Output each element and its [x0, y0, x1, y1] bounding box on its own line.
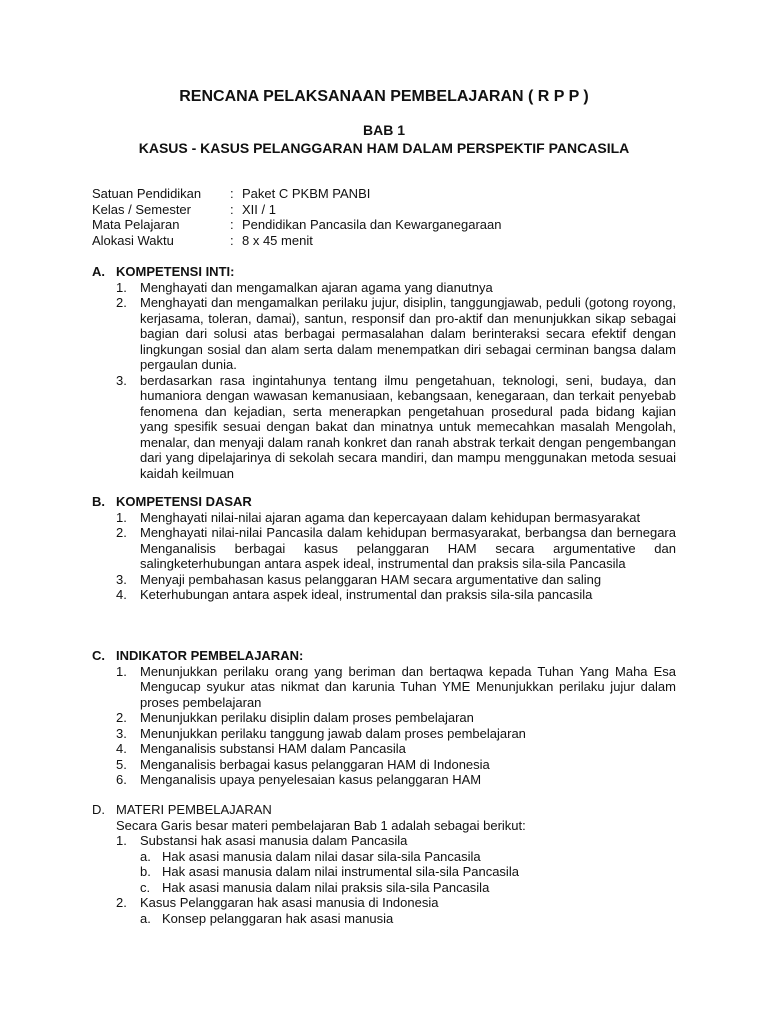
- item-number: 2.: [116, 525, 127, 540]
- sub-item: [92, 864, 676, 880]
- item-text: Menghayati dan mengamalkan perilaku jujur, disiplin, tanggungjawab, peduli (gotong royong, kerjasama, toleran, damai), santun, responsif dan pro-aktif dan menunjukkan sikap sebagai bagian dari solusi atas berbagai permasalahan dalam berinteraksi secara efektif dengan lingkungan sosial dan alam serta dalam menempatkan diri sebagai cerminan bangsa dalam pergaulan dunia.: [140, 295, 676, 372]
- sub-item: [92, 911, 676, 927]
- list-item: [92, 772, 676, 788]
- section-letter: A.: [92, 264, 105, 279]
- item-text: Kasus Pelanggaran hak asasi manusia di Indonesia: [140, 895, 439, 910]
- item-number: 4.: [116, 587, 127, 602]
- identity-separator: :: [230, 232, 234, 248]
- sub-item-letter: a.: [140, 848, 151, 864]
- section-heading-text: KOMPETENSI INTI:: [116, 264, 235, 279]
- list-item: [92, 572, 676, 588]
- item-text: Menunjukkan perilaku tanggung jawab dalam proses pembelajaran: [140, 725, 526, 741]
- section-indikator: [92, 648, 676, 788]
- item-number: 3.: [116, 725, 127, 741]
- item-text: Menghayati nilai-nilai Pancasila dalam kehidupan bermasyarakat, berbangsa dan bernegara Menganalisis berbagai kasus pelanggaran HAM secara argumentative dan salingketerhubungan antara aspek ideal, instrumental dan praksis sila-sila Pancasila: [140, 525, 676, 571]
- list-item: [92, 510, 676, 526]
- identity-label: Alokasi Waktu: [92, 232, 174, 248]
- sub-item: [92, 849, 676, 865]
- identity-label: Satuan Pendidikan: [92, 186, 202, 201]
- section-intro: Secara Garis besar materi pembelajaran Bab 1 adalah sebagai berikut:: [116, 817, 526, 833]
- item-number: 2.: [116, 295, 127, 310]
- identity-value: 8 x 45 menit: [242, 232, 313, 248]
- item-number: 1.: [116, 833, 127, 848]
- item-text: Menunjukkan perilaku disiplin dalam proses pembelajaran: [140, 710, 474, 725]
- section-letter: B.: [92, 494, 105, 509]
- sub-item: [92, 880, 676, 896]
- list-item: [92, 895, 676, 911]
- item-number: 6.: [116, 772, 127, 787]
- item-number: 2.: [116, 710, 127, 725]
- sub-item-text: Hak asasi manusia dalam nilai instrumental sila-sila Pancasila: [162, 864, 519, 879]
- sub-item-letter: b.: [140, 864, 151, 879]
- list-item: [92, 295, 676, 373]
- section-heading: [92, 264, 676, 280]
- list-item: [92, 280, 676, 296]
- identity-row: [92, 186, 501, 202]
- chapter-title: KASUS - KASUS PELANGGARAN HAM DALAM PERSPEKTIF PANCASILA: [138, 140, 630, 156]
- item-text: Menghayati dan mengamalkan ajaran agama yang dianutnya: [140, 279, 493, 295]
- item-number: 4.: [116, 741, 127, 756]
- section-heading: [92, 494, 676, 510]
- section-heading-text: KOMPETENSI DASAR: [116, 494, 252, 509]
- item-number: 1.: [116, 279, 127, 295]
- list-item: [92, 525, 676, 572]
- sub-item-letter: c.: [140, 879, 151, 895]
- identity-separator: :: [230, 201, 234, 217]
- identity-row: [92, 233, 501, 249]
- section-heading: [92, 648, 676, 664]
- item-text: Keterhubungan antara aspek ideal, instrumental dan praksis sila-sila pancasila: [140, 587, 593, 602]
- item-text: Menghayati nilai-nilai ajaran agama dan kepercayaan dalam kehidupan bermasyarakat: [140, 509, 641, 525]
- item-number: 3.: [116, 571, 127, 587]
- identity-label: Kelas / Semester: [92, 201, 191, 217]
- item-number: 1.: [116, 509, 127, 525]
- item-text: Menganalisis upaya penyelesaian kasus pelanggaran HAM: [140, 772, 482, 787]
- list-item: [92, 726, 676, 742]
- item-number: 1.: [116, 663, 127, 679]
- identity-table: [92, 186, 501, 248]
- sub-item-letter: a.: [140, 910, 151, 926]
- identity-separator: :: [230, 217, 234, 232]
- sub-item-text: Hak asasi manusia dalam nilai dasar sila-sila Pancasila: [162, 848, 481, 864]
- document-title: RENCANA PELAKSANAAN PEMBELAJARAN ( R P P ): [179, 88, 589, 105]
- section-heading-text: INDIKATOR PEMBELAJARAN:: [116, 648, 304, 663]
- identity-value: XII / 1: [242, 201, 276, 217]
- chapter-label: BAB 1: [362, 122, 405, 138]
- item-text: Substansi hak asasi manusia dalam Pancasila: [140, 833, 408, 848]
- list-item: [92, 741, 676, 757]
- item-text: Menunjukkan perilaku orang yang beriman dan bertaqwa kepada Tuhan Yang Maha Esa Mengucap syukur atas nikmat dan karunia Tuhan YME Menunjukkan perilaku jujur dalam proses pembelajaran: [140, 663, 676, 710]
- list-item: [92, 373, 676, 482]
- list-item: [92, 587, 676, 603]
- item-number: 3.: [116, 372, 127, 388]
- section-letter: C.: [92, 648, 105, 663]
- identity-value: Paket C PKBM PANBI: [242, 186, 371, 201]
- item-text: Menyaji pembahasan kasus pelanggaran HAM secara argumentative dan saling: [140, 571, 602, 587]
- item-text: Menganalisis substansi HAM dalam Pancasila: [140, 741, 406, 756]
- identity-row: [92, 202, 501, 218]
- identity-row: [92, 217, 501, 233]
- section-letter: D.: [92, 802, 105, 817]
- identity-label: Mata Pelajaran: [92, 217, 180, 232]
- item-text: berdasarkan rasa ingintahunya tentang ilmu pengetahuan, teknologi, seni, budaya, dan humaniora dengan wawasan kemanusiaan, kebangsaan, kenegaraan, dan terkait penyebab fenomena dan kejadian, serta menerapkan pengetahuan prosedural pada bidang kajian yang spesifik sesuai dengan bakat dan minatnya untuk memecahkan masalah Mengolah, menalar, dan menyaji dalam ranah konkret dan ranah abstrak terkait dengan pengembangan dari yang dipelajarinya di sekolah secara mandiri, dan mampu menggunakan metoda sesuai kaidah keilmuan: [140, 372, 676, 481]
- item-text: Menganalisis berbagai kasus pelanggaran HAM di Indonesia: [140, 756, 490, 772]
- list-item: [92, 664, 676, 711]
- list-item: [92, 833, 676, 849]
- sub-item-text: Konsep pelanggaran hak asasi manusia: [162, 910, 394, 926]
- list-item: [92, 710, 676, 726]
- section-heading-text: MATERI PEMBELAJARAN: [116, 802, 272, 817]
- section-kompetensi-inti: [92, 264, 676, 481]
- section-kompetensi-dasar: [92, 494, 676, 603]
- identity-value: Pendidikan Pancasila dan Kewarganegaraan: [242, 217, 502, 232]
- list-item: [92, 757, 676, 773]
- identity-separator: :: [230, 186, 234, 201]
- sub-item-text: Hak asasi manusia dalam nilai praksis sila-sila Pancasila: [162, 879, 490, 895]
- item-number: 2.: [116, 895, 127, 910]
- item-number: 5.: [116, 756, 127, 772]
- section-materi: [92, 802, 676, 926]
- section-heading: [92, 802, 676, 818]
